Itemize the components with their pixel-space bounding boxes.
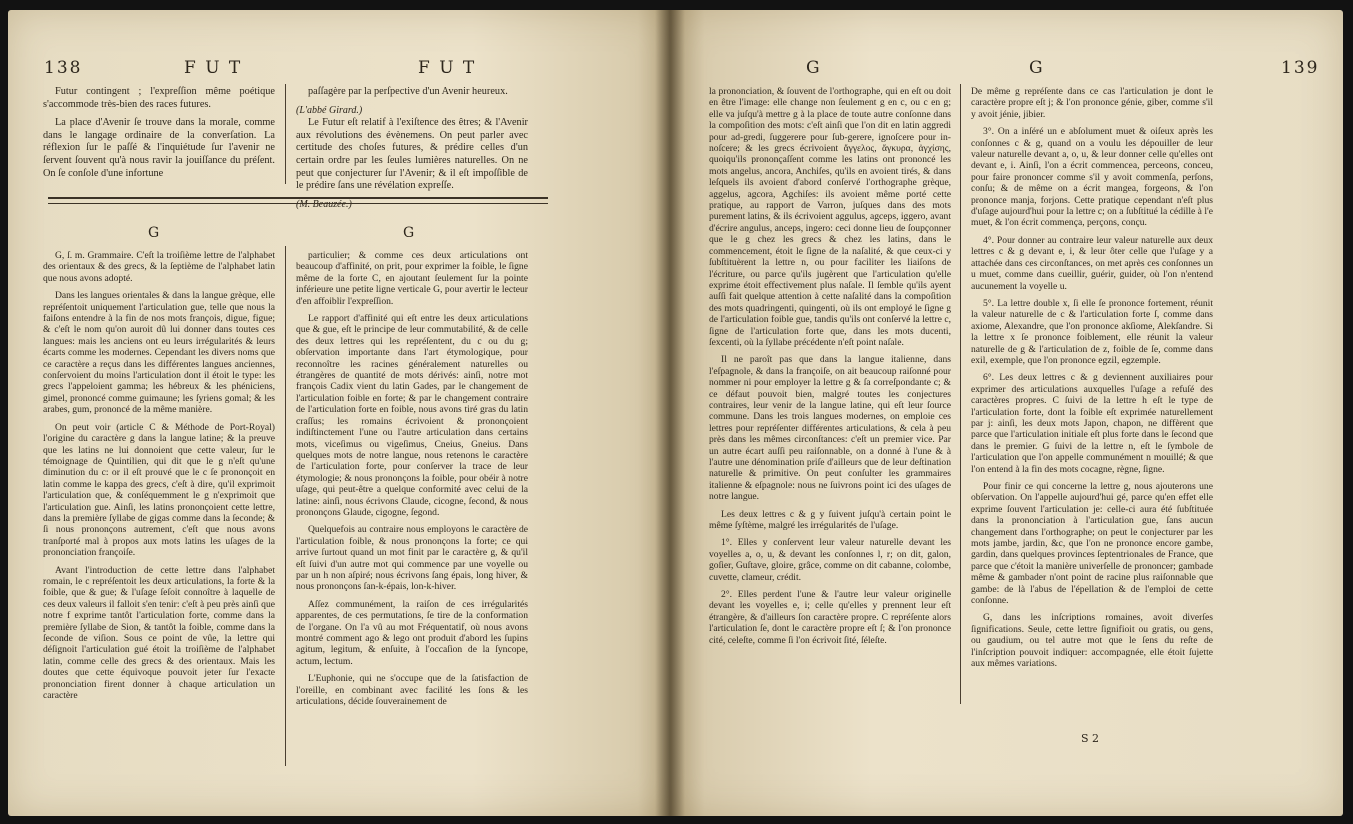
column-divider (960, 84, 961, 704)
paragraph: 5°. La lettre double x, ſi elle ſe prononce fortement, réunit la valeur naturelle de c & l'articulation forte ſ, comme dans axiome, Alexandre, que l'on prononce akſiome, Alekſandre. Si la lettre x ſe prononce foiblement, elle réunit la valeur naturelle de g & l'articulation de z, foible de ſe, comme dans exil, exemple, que l'on prononce egzil, egzemple. (971, 297, 1213, 366)
paragraph: particulier; & comme ces deux articulations ont beaucoup d'affinité, on prit, pour exprimer la foible, le ſigne même de la forte C, en ajoutant ſeulement ſur la pointe inférieure une petite ligne verticale G, pour avertir le lecteur d'en affoiblir l'expreſſion. (296, 250, 528, 307)
paragraph: Quelquefois au contraire nous employons le caractère de l'articulation foible, & nous prononçons la forte; ce qui arrive ſurtout quand un mot finit par le caractère g, & qu'il eſt ſuivi d'un autre mot qui commence par une voyelle ou par un h non aſpiré; nous écrivons ſang épais, long hiver, & nous prononçons ſan-k-épais, lon-k-hiver. (296, 524, 528, 593)
column-divider (285, 246, 286, 766)
g-column-b (296, 250, 528, 713)
paragraph: 2°. Elles perdent l'une & l'autre leur valeur originelle devant les voyelles e, i; celle qu'elles y prennent leur eſt étrangère, & d'ailleurs ſon caractère propre. C repréſente alors l'articulation ſe, dont le caractère propre eſt ſ; & l'on prononce cité, celeſte, comme ſi l'on écrivoit ſité, ſéleſte. (709, 589, 951, 646)
paragraph: Pour finir ce qui concerne la lettre g, nous ajouterons une obſervation. On l'appelle aujourd'hui gé, parce qu'en effet elle exprime ſouvent l'articulation je: celle-ci aura été ſubſtituée dans la prononciation à l'articulation gue, ſans aucun changement dans l'orthographe; on peut le conjecturer par les mots jambe, jardin, &c, que l'on ne prononce encore gambe, gardin, dans quelques provinces ſeptentrionales de France, que parce que c'étoit la manière univerſelle de prononcer; gambade même & gambader n'ont point de racine plus raiſonnable que gambe: de là l'abus de l'épellation & de l'emploi de cette conſonne. (971, 481, 1213, 607)
paragraph: Futur contingent ; l'expreſſion même poétique s'accommode très-bien des races futures. (43, 86, 275, 110)
paragraph: Le rapport d'affinité qui eſt entre les deux articulations que & gue, eſt le principe de leur commutabilité, & de celle des deux lettres qui les repréſentent, du c ou du g; obſervation importante dans l'art étymologique, pour reconnoître les racines généralement naturelles ou étrangères de quantité de mots dérivés: ainſi, notre mot françois Cadix vient du latin Gades, par le changement de l'articulation foible en forte; & par le changement contraire de l'articulation forte en foible, nous avons tiré gras du latin craſſus; les romains écrivoient & prononçoient indiſtinctement l'une ou l'autre articulation dans certains mots, viceſimus ou vigeſimus, Cneius, Gneius. Dans quelques mots de notre langue, nous retenons le caractère de l'articulation forte, pour conſerver la trace de leur étymologie; & nous prononçons la foible, pour obéir à notre uſage, qui peut-être a quelque conformité avec celui de la latine: ainſi, nous écrivons Claude, cicogne, ſecond, & nous prononçons Glaude, cigogne, ſegond. (296, 313, 528, 518)
paragraph: L'Euphonie, qui ne s'occupe que de la ſatisfaction de l'oreille, en combinant avec facilité les ſons & les articulations, décide ſouverainement de (296, 673, 528, 708)
section-letter: G (403, 225, 415, 241)
paragraph: Le Futur eſt relatif à l'exiſtence des êtres; & l'Avenir aux révolutions des évènemens. On peut parler avec certitude des choſes futures, & prédire celles d'un certain ordre par les ſeules lumières naturelles. On ne peut que conjecturer ſur l'Avenir; & il eſt impoſſible de le prédire ſans une révélation expreſſe. (296, 117, 528, 192)
paragraph: Aſſez communément, la raiſon de ces irrégularités apparentes, de ces permutations, ſe tire de la conformation de l'organe. On l'a vû au mot Fréquentatif, où nous avons montré comment ago & lego ont produit d'abord les ſupins agitum, legitum, & enſuite, à l'occaſion de la ſyncope, actum, lectum. (296, 598, 528, 667)
paragraph: Les deux lettres c & g y ſuivent juſqu'à certain point le même ſyſtème, malgré les irrégularités de l'uſage. (709, 508, 951, 532)
book-gutter (655, 10, 685, 816)
paragraph: De même g repréſente dans ce cas l'articulation je dont le caractère propre eſt j; & l'on prononce génie, giber, comme s'il y avoit jénie, jibier. (971, 86, 1213, 120)
running-head: F U T (184, 58, 243, 78)
paragraph: Avant l'introduction de cette lettre dans l'alphabet romain, le c repréſentoit les deux articulations, la forte & la foible, que & gue; & l'uſage ſeſoit connoître à laquelle de ces deux valeurs il falloit s'en tenir: c'eſt à peu près ainſi que notre f exprime tantôt l'articulation forte, comme dans la première ſyllabe de Sion, & tantôt la foible, comme dans la ſeconde de viſion. Sous ce point de vûe, la lettre qui déſignoit l'articulation gué étoit la troiſième de l'alphabet latin, comme celle des grecs & des orientaux. Mais les doutes que cette équivoque pouvoit jeter ſur l'exacte prononciation firent donner à chaque articulation un caractère (43, 564, 275, 702)
paragraph: 3°. On a inſéré un e abſolument muet & oiſeux après les conſonnes c & g, quand on a voulu les dépouiller de leur valeur naturelle devant a, o, u, & leur donner celle qu'elles ont devant e, i. Ainſi, l'on a écrit commenceа, perceons, conceu, pour faire prononcer comme s'il y avoit commenſa, perſons, conſu; & de même on a écrit mangea, forgeons, & l'on prononce manja, forjons. Cette pratique cependant n'eſt plus d'uſage aujourd'hui pour la lettre c; on a ſubſtitué la cédille à l'e muet, & l'on écrit commença, perçons, conçu. (971, 126, 1213, 229)
paragraph: La place d'Avenir ſe trouve dans la morale, comme dans le langage ordinaire de la converſation. La réflexion ſur le paſſé & l'inquiétude ſur l'avenir ne ſervent ſouvent qu'à nous ravir la jouiſſance du préſent. On ſe conſole d'une infortune (43, 117, 275, 179)
running-head: G (806, 58, 822, 78)
paragraph: G, ſ. m. Grammaire. C'eſt la troiſième lettre de l'alphabet des orientaux & des grecs, & la ſeptième de l'alphabet latin que nous avons adopté. (43, 250, 275, 284)
paragraph: Dans les langues orientales & dans la langue grèque, elle repréſentoit uniquement l'articulation gue, telle que nous la faiſons entendre à la fin de nos mots françois, digue, figue; & c'eſt le nom qu'on auroit dû lui donner dans toutes ces langues: mais les anciens ont eu leurs irrégularités & leurs écarts comme les modernes. Cependant les divers noms que ce caractère a reçus dans les différentes langues anciennes, conſervoient du moins l'articulation dont il étoit le type: les grecs l'appeloient gamma; les hébreux & les phéniciens, gimel, prononcé comme guimaune; les ſyriens gomal; & les arabes, gum, prononcé de la même manière. (43, 290, 275, 416)
paragraph: paſſagère par la perſpective d'un Avenir heureux. (308, 86, 508, 97)
paragraph: Il ne paroît pas que dans la langue italienne, dans l'eſpagnole, & dans la françoiſe, on ait beaucoup raiſonné pour nommer ni pour employer la lettre g & ſa correſpondante c; & ce défaut pouvoit bien, malgré toutes les conjectures contraires, leur venir de la langue latine, qui eſt leur ſource commune. Dans les trois langues modernes, on emploie ces lettres pour repréſenter différentes articulations, & cela à peu près dans les mêmes circonſtances: c'eſt un premier vice. Par un autre écart auſſi peu raiſonnable, on a donné à l'une & à l'autre une dénomination priſe d'ailleurs que de leur deſtination naturelle & primitive. On peut conſulter les grammaires italienne & eſpagnole: nous ne ſuivrons point ici des uſages de notre langue. (709, 354, 951, 503)
fut-column-b (296, 86, 528, 211)
signature: (L'abbé Girard.) (296, 104, 363, 116)
paragraph: la prononciation, & ſouvent de l'orthographe, qui en eſt ou doit en être l'image: elle change non ſeulement g en c, ou c en g; elle va juſqu'à mettre g à la place de toute autre conſonne dans la compoſition des mots: c'eſt ainſi que l'on dit en latin aggredi pour ad-gredi, ſuggerere pour ſub-gerere, ignoſcere pour in-noſcere; & les grecs écrivoient ἄγγελος, ἄγκυρα, ἀγχίσης, quoiqu'ils prononçaſſent comme les latins ont prononcé les mots angelus, ancora, Anchiſes, qu'ils en avoient tirés, & dans leſquels ils avoient d'abord conſervé l'orthographe grèque, aggelus, agcora, Agchiſes: ils avoient même porté cette pratique, au rapport de Varron, juſques dans des mots purement latins, & ils écrivoient aggulus, agceps, iggero, avant d'écrire angulus, anceps, ingero: ceci donne lieu de ſoupçonner que le g chez les grecs & chez les latins, dans le commencement, étoit le ſigne de la naſalité, & que ceux-ci y ſubſtituèrent la lettre n, ou pour faciliter les liaiſons de l'écriture, ou parce qu'ils jugèrent que l'articulation qu'elle exprime étoit effectivement plus naſale. Il ſemble qu'ils ayent auſſi fait quelque attention à cette naſalité dans la compoſition des mots quadringenti, quingenti, où ils ont employé le ſigne g de l'articulation foible gue, tandis qu'ils ont conſervé la lettre c, ſigne de l'articulation forte que, dans les mots ducenti, ſexcenti, où la ſyllabe précédente n'eſt point naſale. (709, 86, 951, 348)
signature: (M. Beauzée.) (296, 198, 352, 210)
signature-mark: S 2 (1081, 732, 1100, 745)
paragraph: 1°. Elles y conſervent leur valeur naturelle devant les voyelles a, o, u, & devant les conſonnes l, r; on dit, galon, goſier, Guſtave, gloire, grâce, comme on dit cabanne, colombe, cuvette, clameur, crédit. (709, 537, 951, 583)
section-letter: G (148, 225, 160, 241)
paragraph: 4°. Pour donner au contraire leur valeur naturelle aux deux lettres c & g devant e, i, & leur ôter celle que l'uſage y a attachée dans ces circonſtances, on met après ces conſonnes un u muet, comme dans cueillir, guérir, guider, où l'on n'entend aucunement la voyelle u. (971, 234, 1213, 292)
g-column-a (43, 250, 275, 707)
section-rule (48, 197, 548, 204)
running-head: G (1029, 58, 1045, 78)
right-page (671, 10, 1343, 816)
page-number: 138 (44, 58, 83, 78)
fut-column-a (43, 86, 275, 186)
paragraph: On peut voir (article C & Méthode de Port-Royal) l'origine du caractère g dans la langue latine; & la preuve que les latins ne lui donnoient que cette valeur, ſur le témoignage de Quintilien, qui dit que le g n'eſt qu'une diminution du c: or il eſt prouvé que le c ſe prononçoit en latin comme le kappa des grecs, c'eſt à dire, qu'il exprimoit l'articulation que, & conſéquemment le g n'exprimoit que l'articulation gue. Ainſi, les latins prononçoient cette lettre, dans la première ſyllabe de gigas comme dans la ſeconde; & ſi nous prononçons autrement, c'eſt que nous avons tranſporté mal à propos aux mots latins les uſages de la prononciation françoiſe. (43, 421, 275, 559)
column-divider (285, 84, 286, 184)
right-column-a (709, 86, 951, 652)
right-column-b (971, 86, 1213, 676)
running-head: F U T (418, 58, 477, 78)
paragraph: G, dans les inſcriptions romaines, avoit diverſes ſignifications. Seule, cette lettre ſignifioit ou gratis, ou gens, ou gaudium, ou tel autre mot que le ſens du reſte de l'inſcription pouvoit indiquer: accompagnée, elle étoit ſujette aux mêmes variations. (971, 612, 1213, 670)
paragraph: 6°. Les deux lettres c & g deviennent auxiliaires pour exprimer des articulations auxquelles l'uſage a refuſé des caractères propres. C ſuivi de la lettre h eſt le type de l'articulation forte, dont la foible eſt exprimée naturellement par j: ainſi, les deux mots Japon, chapon, ne diffèrent que parce que l'articulation initiale eſt plus forte dans le ſecond que dans le premier. G ſuivi de la lettre n, eſt le ſymbole de l'articulation que l'on appelle communément n mouillé; & que l'on entend à la fin des mots cocagne, règne, ſigne. (971, 372, 1213, 475)
page-number: 139 (1281, 58, 1320, 78)
left-page (8, 10, 671, 816)
